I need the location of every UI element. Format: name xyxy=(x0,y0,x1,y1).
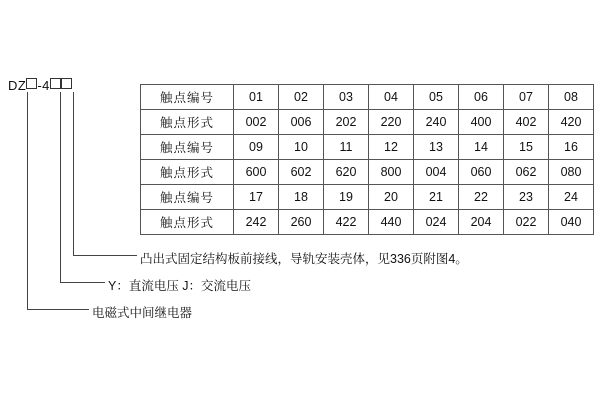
table-cell: 240 xyxy=(414,110,459,135)
table-row xyxy=(141,210,594,235)
table-cell: 006 xyxy=(279,110,324,135)
table-cell: 22 xyxy=(459,185,504,210)
table-cell: 004 xyxy=(414,160,459,185)
table-cell: 23 xyxy=(504,185,549,210)
table-cell: 620 xyxy=(324,160,369,185)
row-label: 触点编号 xyxy=(141,85,234,110)
table-cell: 19 xyxy=(324,185,369,210)
table-cell: 20 xyxy=(369,185,414,210)
row-label: 触点编号 xyxy=(141,135,234,160)
table-cell: 220 xyxy=(369,110,414,135)
row-label: 触点编号 xyxy=(141,185,234,210)
table-cell: 260 xyxy=(279,210,324,235)
table-cell: 18 xyxy=(279,185,324,210)
table-cell: 400 xyxy=(459,110,504,135)
table-row xyxy=(141,185,594,210)
model-code-box-1 xyxy=(26,78,37,89)
leader-line-vertical-2 xyxy=(60,92,61,282)
model-code-box-3 xyxy=(61,78,72,89)
table-cell: 204 xyxy=(459,210,504,235)
table-cell: 11 xyxy=(324,135,369,160)
table-cell: 062 xyxy=(504,160,549,185)
annotation-structure: 凸出式固定结构板前接线，导轨安装壳体，见336页附图4。 xyxy=(140,252,468,266)
row-label: 触点形式 xyxy=(141,110,234,135)
table-cell: 06 xyxy=(459,85,504,110)
table-cell: 080 xyxy=(549,160,594,185)
annotation-device: 电磁式中间继电器 xyxy=(92,306,193,320)
leader-line-horizontal-3 xyxy=(73,255,137,256)
table-cell: 08 xyxy=(549,85,594,110)
table-cell: 024 xyxy=(414,210,459,235)
table-cell: 01 xyxy=(234,85,279,110)
table-cell: 17 xyxy=(234,185,279,210)
table-cell: 05 xyxy=(414,85,459,110)
model-code-box-2 xyxy=(50,78,61,89)
table-cell: 04 xyxy=(369,85,414,110)
table-cell: 16 xyxy=(549,135,594,160)
table-cell: 13 xyxy=(414,135,459,160)
table-cell: 09 xyxy=(234,135,279,160)
table-cell: 02 xyxy=(279,85,324,110)
table-cell: 15 xyxy=(504,135,549,160)
model-code-middle: -4 xyxy=(37,78,50,93)
row-label: 触点形式 xyxy=(141,160,234,185)
table-cell: 422 xyxy=(324,210,369,235)
table-cell: 10 xyxy=(279,135,324,160)
table-row xyxy=(141,110,594,135)
table-cell: 040 xyxy=(549,210,594,235)
contact-table xyxy=(140,84,594,235)
table-cell: 022 xyxy=(504,210,549,235)
table-cell: 600 xyxy=(234,160,279,185)
table-cell: 602 xyxy=(279,160,324,185)
annotation-voltage: Y：直流电压 J：交流电压 xyxy=(108,279,252,293)
table-cell: 060 xyxy=(459,160,504,185)
table-cell: 242 xyxy=(234,210,279,235)
table-row xyxy=(141,135,594,160)
table-cell: 800 xyxy=(369,160,414,185)
table-cell: 002 xyxy=(234,110,279,135)
table-cell: 07 xyxy=(504,85,549,110)
table-cell: 21 xyxy=(414,185,459,210)
table-cell: 12 xyxy=(369,135,414,160)
leader-line-horizontal-1 xyxy=(27,309,89,310)
table-cell: 03 xyxy=(324,85,369,110)
table-row xyxy=(141,85,594,110)
table-row xyxy=(141,160,594,185)
table-cell: 420 xyxy=(549,110,594,135)
model-code-prefix: DZ xyxy=(8,78,27,93)
table-cell: 402 xyxy=(504,110,549,135)
table-cell: 440 xyxy=(369,210,414,235)
table-cell: 14 xyxy=(459,135,504,160)
model-code-label xyxy=(8,78,72,93)
table-cell: 202 xyxy=(324,110,369,135)
leader-line-vertical-3 xyxy=(73,92,74,255)
row-label: 触点形式 xyxy=(141,210,234,235)
table-cell: 24 xyxy=(549,185,594,210)
leader-line-horizontal-2 xyxy=(60,282,105,283)
contact-table-wrapper xyxy=(140,84,594,235)
leader-line-vertical-1 xyxy=(27,92,28,309)
